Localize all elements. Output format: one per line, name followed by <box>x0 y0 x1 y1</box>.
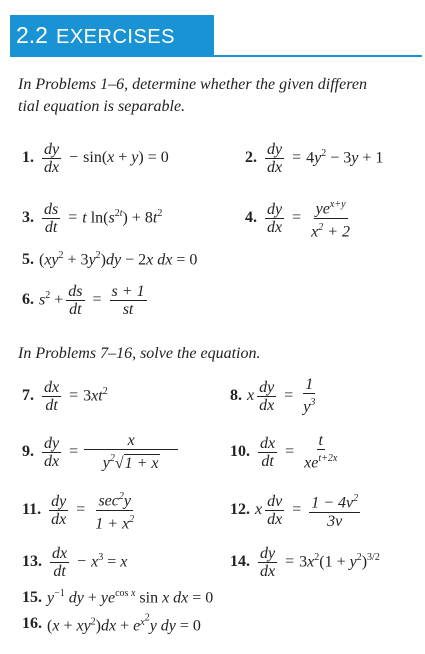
instructions-1-line1: In Problems 1–6, determine whether the given differen <box>18 76 367 93</box>
problem-number: 2. <box>245 149 257 166</box>
problem-14: 14. $\frac{dy}{dx}$ = $3x^2(1 + y^2)^{3/2}$ <box>230 544 380 580</box>
problem-number: 14. <box>230 553 250 570</box>
derivative: $\frac{dy}{dx}$ <box>44 434 60 470</box>
derivative: $\frac{dx}{dt}$ <box>44 378 60 414</box>
problem-8: 8. x $\frac{dy}{dx}$ = $\frac{1}{y^3}$ <box>230 376 316 416</box>
problem-number: 4. <box>245 209 257 226</box>
fraction: $\frac{ye^{x+y}}{x^2 + 2}$ <box>309 196 352 240</box>
derivative: $\frac{dy}{dx}$ <box>267 140 283 176</box>
problem-7: 7. $\frac{dx}{dt}$ = $3xt^2$ <box>22 378 108 414</box>
problem-12: 12. x $\frac{dv}{dx}$ = $\frac{1 - 4v^2}{3v}$ <box>230 490 363 530</box>
section-number: 2.2 <box>16 22 48 48</box>
problem-number: 6. <box>22 291 34 308</box>
fraction: $\frac{t}{xe^{t+2x}}$ <box>304 432 338 472</box>
problem-number: 10. <box>230 443 250 460</box>
problem-1: 1. $\frac{dy}{dx}$ − sin(x + y) = 0 <box>22 140 169 176</box>
problem-number: 3. <box>22 209 34 226</box>
problem-number: 12. <box>230 501 250 518</box>
problem-4: 4. $\frac{dy}{dx}$ = $\frac{ye^{x+y}}{x^2 + 2}$ <box>245 198 355 238</box>
problem-number: 11. <box>22 501 42 518</box>
derivative: $\frac{dy}{dx}$ <box>259 378 275 414</box>
fraction: $\frac{\sec^2y}{1 + x^2}$ <box>93 488 136 532</box>
instructions-1 <box>18 74 418 118</box>
instructions-2: In Problems 7–16, solve the equation. <box>18 345 261 362</box>
derivative: $\frac{dx}{dt}$ <box>260 434 276 470</box>
derivative: $\frac{dy}{dx}$ <box>44 140 60 176</box>
derivative: $\frac{ds}{dt}$ <box>44 200 59 236</box>
problem-6: 6. $s^2$ + $\frac{ds}{dt}$ = $\frac{s + 1}{st}$ <box>22 282 145 318</box>
problem-number: 5. <box>22 251 34 268</box>
derivative: $\frac{dy}{dx}$ <box>260 544 276 580</box>
section-title: EXERCISES <box>55 26 175 48</box>
problem-number: 7. <box>22 387 34 404</box>
problem-number: 13. <box>22 553 42 570</box>
problem-9: 9. $\frac{dy}{dx}$ = $\frac{x}{y^2√1 + x}$ <box>22 432 179 472</box>
problem-number: 15. <box>22 589 42 606</box>
problem-number: 9. <box>22 443 34 460</box>
problem-3: 3. $\frac{ds}{dt}$ = t $\ln(s^{2t}) + 8t^2$ <box>22 200 163 236</box>
instructions-1-line2: tial equation is separable. <box>18 98 186 115</box>
problem-number: 8. <box>230 387 242 404</box>
problem-16: 16. $(x + xy^2)dx + e^{x^2}y$ dy = 0 <box>22 612 201 635</box>
problem-11: 11. $\frac{dy}{dx}$ = $\frac{\sec^2y}{1 + x^2}$ <box>22 490 139 530</box>
section-banner <box>10 15 422 57</box>
derivative: $\frac{dx}{dt}$ <box>52 544 68 580</box>
problem-15: 15. $y^{-1}$ dy + $ye^{cos x}$ sin x dx = 0 <box>22 588 214 607</box>
fraction: $\frac{1 - 4v^2}{3v}$ <box>309 490 360 529</box>
fraction: $\frac{s + 1}{st}$ <box>111 282 145 318</box>
problem-10: 10. $\frac{dx}{dt}$ = $\frac{t}{xe^{t+2x}}$ <box>230 432 338 472</box>
fraction: $\frac{x}{y^2√1 + x}$ <box>86 432 176 471</box>
derivative: $\frac{dv}{dx}$ <box>267 492 283 528</box>
derivative: $\frac{dy}{dx}$ <box>51 492 67 528</box>
problem-13: 13. $\frac{dx}{dt}$ − $x^3 = x$ <box>22 544 128 580</box>
fraction: $\frac{1}{y^3}$ <box>303 376 316 416</box>
derivative: $\frac{dy}{dx}$ <box>267 200 283 236</box>
problem-5: 5. $(xy^2 + 3y^2)dy - 2x$ dx = 0 <box>22 250 198 269</box>
problem-2: 2. $\frac{dy}{dx}$ = $4y^2 - 3y + 1$ <box>245 140 384 176</box>
problem-number: 16. <box>22 615 42 632</box>
problem-number: 1. <box>22 149 34 166</box>
derivative: $\frac{ds}{dt}$ <box>68 282 83 318</box>
section-heading <box>10 15 214 55</box>
